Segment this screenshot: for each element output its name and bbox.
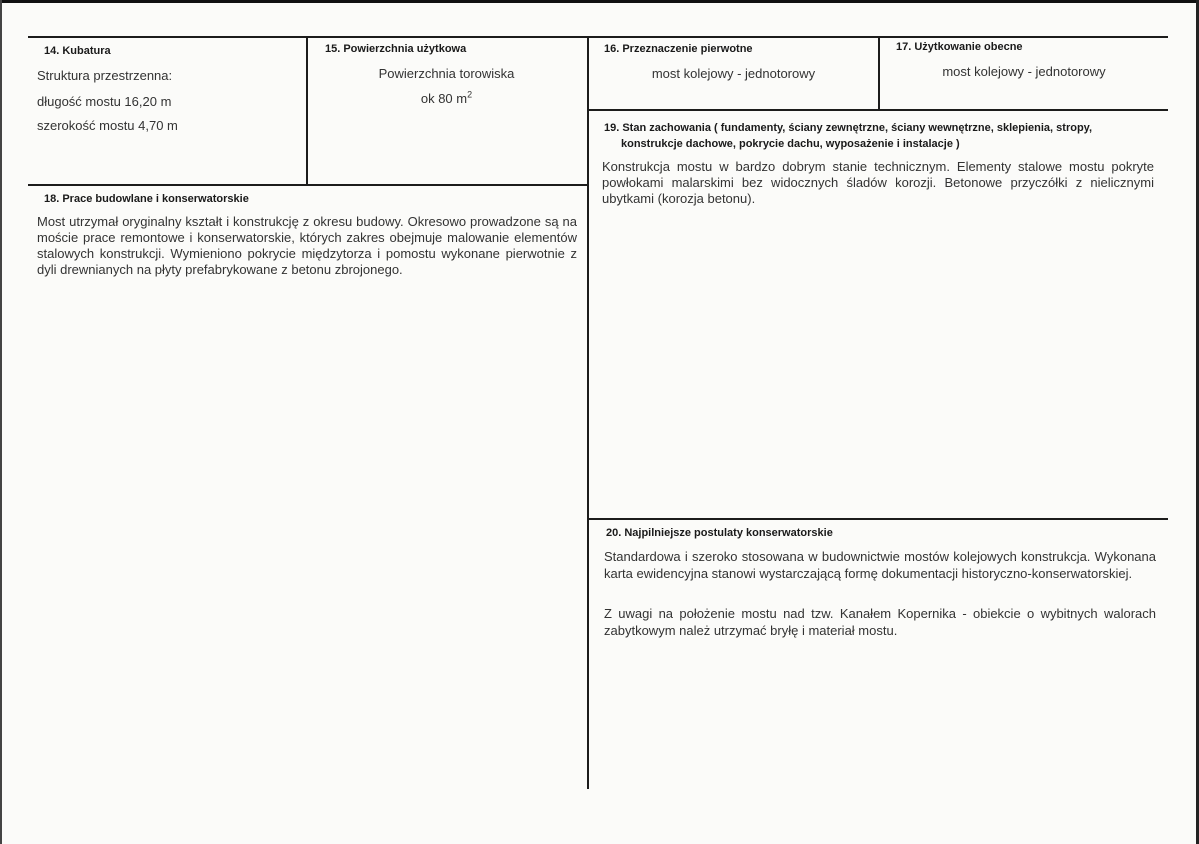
- divider-14-15: [306, 36, 308, 186]
- field-15-line-1: Powierzchnia torowiska: [378, 66, 515, 81]
- field-17-label: 17. Użytkowanie obecne: [896, 41, 1023, 53]
- field-20-label: 20. Najpilniejsze postulaty konserwatorskie: [606, 527, 833, 539]
- top-rule: [28, 36, 1168, 38]
- field-15-label: 15. Powierzchnia użytkowa: [325, 43, 467, 55]
- rule-above-19: [587, 109, 1168, 111]
- center-divider: [587, 36, 589, 789]
- field-19-label-line-2: konstrukcje dachowe, pokrycie dachu, wyposażenie i instalacje ): [621, 138, 960, 150]
- field-15-area-value: ok 80 m: [420, 91, 468, 106]
- field-18-label: 18. Prace budowlane i konserwatorskie: [44, 193, 249, 205]
- field-14-line-2: długość mostu 16,20 m: [37, 94, 172, 109]
- field-16-value: most kolejowy - jednotorowy: [651, 66, 816, 81]
- field-18-text: Most utrzymał oryginalny kształt i konstrukcję z okresu budowy. Okresowo prowadzone są na moście prace remontowe i konserwatorskie, których zakres obejmuje malowanie elementów stalowych konstrukcji. Wymieniono pokrycie międzytorza i pomostu wykonane pierwotnie z dyli drewnianych na płyty prefabrykowane z betonu zbrojonego.: [37, 214, 577, 277]
- field-14-line-3: szerokość mostu 4,70 m: [37, 118, 178, 133]
- field-16-label: 16. Przeznaczenie pierwotne: [604, 43, 753, 55]
- field-17-value: most kolejowy - jednotorowy: [942, 64, 1106, 79]
- rule-above-18: [28, 184, 587, 186]
- rule-above-20: [587, 518, 1168, 520]
- field-19-label-line-1: 19. Stan zachowania ( fundamenty, ściany zewnętrzne, ściany wewnętrzne, sklepienia, stropy,: [604, 122, 1093, 134]
- field-20-paragraph-2: Z uwagi na położenie mostu nad tzw. Kanałem Kopernika - obiekcie o wybitnych walorach zabytkowym należ utrzymać bryłę i materiał mostu.: [604, 606, 1156, 638]
- field-14-label: 14. Kubatura: [44, 45, 111, 57]
- scan-edge-top: [0, 0, 1199, 3]
- field-19-text: Konstrukcja mostu w bardzo dobrym stanie technicznym. Elementy stalowe mostu pokryte powłokami malarskimi bez widocznych śladów korozji. Betonowe przyczółki z nielicznymi ubytkami (korozja betonu).: [602, 159, 1154, 206]
- scan-edge-left: [0, 0, 2, 844]
- field-15-area-unit-exponent: 2: [467, 89, 473, 100]
- field-14-line-1: Struktura przestrzenna:: [37, 68, 173, 83]
- field-15-line-2: [306, 91, 587, 107]
- field-20-paragraph-1: Standardowa i szeroko stosowana w budownictwie mostów kolejowych konstrukcja. Wykonana karta ewidencyjna stanowi wystarczającą formę dokumentacji historyczno-konserwatorskiej.: [604, 549, 1156, 581]
